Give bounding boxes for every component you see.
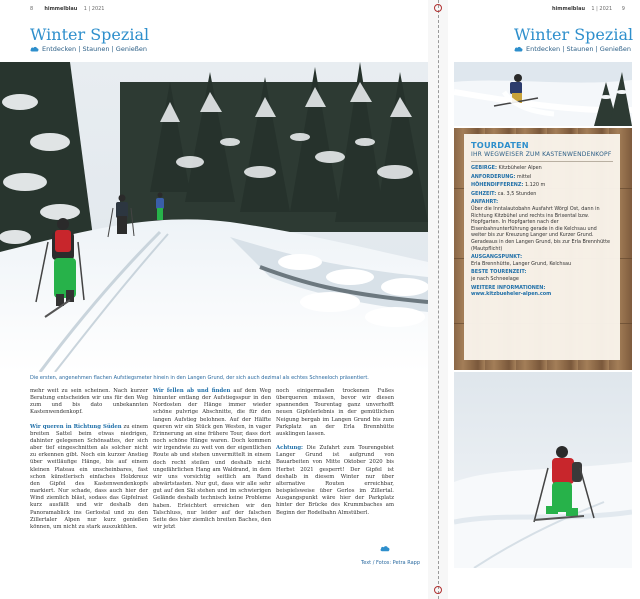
fact-anforderung: ANFORDERUNG: mittel bbox=[471, 173, 532, 180]
fact-beste-tourenzeit: BESTE TOURENZEIT: je nach Schneelage bbox=[471, 269, 527, 282]
fact-gebirge: GEBIRGE: Kitzbüheler Alpen bbox=[471, 165, 542, 171]
right-section-subtitle-row bbox=[514, 45, 631, 53]
photo-credit: Text / Fotos: Petra Rapp bbox=[361, 560, 420, 566]
right-section-title: Winter Spezial bbox=[514, 25, 634, 44]
fact-ausgangspunkt: AUSGANGSPUNKT: Erla Brennhütte, Langer Grund, Kelchsau bbox=[471, 254, 572, 267]
downhill-skier-photo bbox=[454, 62, 632, 126]
cloud-icon bbox=[30, 46, 39, 52]
tour-data-title: TOURDATEN bbox=[471, 140, 529, 150]
right-section-subtitle: Entdecken | Staunen | Genießen bbox=[526, 45, 631, 53]
fact-hoehendifferenz: HÖHENDIFFERENZ: 1.120 m bbox=[471, 182, 546, 189]
right-folio-magazine: himmelblau bbox=[552, 6, 586, 12]
cloud-icon-right bbox=[514, 46, 523, 52]
fact-gehzeit: GEHZEIT: ca. 3,5 Stunden bbox=[471, 190, 537, 197]
tour-data-divider bbox=[471, 161, 613, 162]
fact-weitere-informationen: WEITERE INFORMATIONEN: www.kitzbueheler-alpen.com bbox=[471, 285, 613, 298]
column-1-paragraph-2: Wir queren in Richtung Süden zu einem breiten Sattel beim etwas niedrigen, dahinter gelegenen Schönsattes, der sich aber tief eingeschnitten als solcher nicht zu erkennen gibt. Noch ein kurzer Anstieg über weitläufige Hänge, bis auf einem kleinen Plateau ein unscheinbares, fast schon künstlerisch einfaches Holzkreuz den Gipfel des Kastenwendenkopfs markiert. Nur schade, dass auch hier der Wind ziemlich bläst, sodass das Gipfelrast kurz ausfällt und wir deshalb den Panoramablick ins Gerlostal und zu den Zillertaler Alpen nur kurz genießen können, um nicht zu stark auszukühlen. bbox=[30, 423, 149, 530]
info-website-link[interactable]: www.kitzbueheler-alpen.com bbox=[471, 291, 552, 298]
column-3-paragraph-2: Achtung: Die Zufahrt zum Tourengebiet Langer Grund ist aufgrund von Bauarbeiten von Mitte Oktober 2020 bis Herbst 2021 gesperrt! Der Gipfel ist deshalb in diesem Winter nur über alternative Routen erreichbar, beispielsweise über Gerlos im Zillertal. Ausgangspunkt wäre hier der Parkplatz hinter der Brücke des Krummbaches am Beginn der Rodelbahn Almstüberl. bbox=[276, 445, 394, 516]
text-column-3 bbox=[276, 388, 394, 524]
registration-mark-top bbox=[434, 4, 442, 12]
fold-line bbox=[438, 0, 439, 599]
right-folio-issue: 1 | 2021 bbox=[591, 6, 613, 12]
text-column-2 bbox=[153, 388, 271, 538]
uphill-skier-photo bbox=[454, 372, 632, 568]
tour-data-subtitle: IHR WEGWEISER ZUM KASTENWENDENKOPF bbox=[471, 151, 612, 158]
column-3-paragraph-1: noch einigermaßen trockenen Fußes überqueren müssen, bevor wir diesen spannenden Tourentag ganz unverhofft neuen Gipfelerlebnis in der gemütlichen Neigung bergab im Langen Grund bis zum Parkplatz an der Erla Brennhütte ausklingen lassen. bbox=[276, 388, 394, 437]
column-1-paragraph-1: mehr weit zu sein scheinen. Nach kurzer Beratung entscheiden wir uns für den Weg zum und bis dato unbekannten Kastenwendenkopf. bbox=[30, 388, 148, 416]
column-2-paragraph-1: Wir fellen ab und finden auf dem Weg hinunter entlang der Aufstiegsspur in den Nordosten der Hänge immer wieder schöne pulvrige Abschnitte, die für den langen Aufstieg belohnen. Auf der Hälfte queren wir ein Stück gen Westen, in vager Erinnerung an eine frühere Tour, dass dort noch schöne Hänge waren. Doch kommen wir irgendwie zu weit von der eigentlichen Route ab und stehen unvermittelt in einem doch recht steilen und deshalb nicht ungefährlichen Hang am Waldrand, in dem wir uns vorsichtig seitlich am Rand abwärtstasten. Nur gut, dass wir alle sehr gut auf den Ski stehen und im schwierigen Gelände deshalb technisch keine Probleme haben. Erleichtert erreichen wir den Talschluss, nur leider auf der falschen Seite des hier ziemlich breiten Baches, den wir jetzt bbox=[153, 388, 271, 530]
end-cloud-icon bbox=[380, 545, 390, 552]
photo-caption: Die ersten, angenehmen flachen Aufstiegsmeter hinein in den Langen Grund, der sich auch dezimal als echtes Schneeloch präsentiert. bbox=[30, 375, 369, 381]
text-column-1 bbox=[30, 388, 148, 538]
right-page bbox=[448, 0, 640, 599]
left-section-title: Winter Spezial bbox=[30, 25, 150, 44]
fact-anfahrt: ANFAHRT: Über die Inntalautobahn Ausfahrt Wörgl Ost, dann in Richtung Kitzbühel und rechts ins Brixental bzw. Hopfgarten. In Hopfgarten nach der Eisenbahnunterführung gerade in die Kelchsau und weiter bis zur Kreuzung Langer und Kurzer Grund. Geradeaus in den Langen Grund, bis zur Erla Brennhütte (Mautpflicht) bbox=[471, 199, 611, 252]
left-folio-magazine: himmelblau bbox=[44, 6, 78, 12]
left-section-subtitle: Entdecken | Staunen | Genießen bbox=[42, 45, 147, 53]
registration-mark-bottom bbox=[434, 586, 442, 594]
left-folio-number: 8 bbox=[30, 6, 34, 12]
right-folio bbox=[552, 6, 625, 12]
ski-touring-forest-photo bbox=[0, 62, 428, 372]
left-folio bbox=[30, 6, 105, 12]
right-folio-number: 9 bbox=[621, 6, 625, 12]
tour-data-box bbox=[464, 134, 620, 360]
left-section-subtitle-row bbox=[30, 45, 147, 53]
left-folio-issue: 1 | 2021 bbox=[83, 6, 105, 12]
